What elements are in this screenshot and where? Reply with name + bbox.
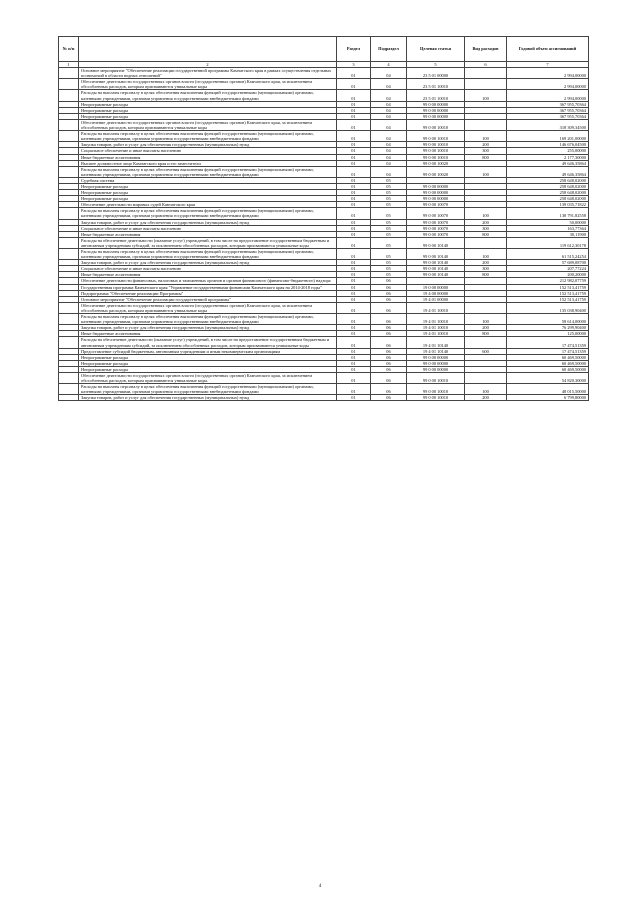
annual-amount: 2 994,00000: [507, 90, 589, 101]
table-row: [59, 90, 589, 101]
razdel-code: 01: [337, 202, 371, 208]
target-article-code: 99 0 00 10070: [407, 219, 465, 225]
expense-type-code: 100: [465, 249, 507, 260]
razdel-code: 01: [337, 183, 371, 189]
table-row: [59, 384, 589, 395]
column-number: 6: [465, 62, 507, 68]
annual-amount: 17 474,51359: [507, 337, 589, 348]
podrazdel-code: 05: [371, 208, 407, 219]
razdel-code: 01: [337, 325, 371, 331]
podrazdel-code: 06: [371, 366, 407, 372]
expense-name: Расходы на выплаты персоналу в целях обеспечения выполнения функций государственными (муниципальными) органами, казенными учреждениями, органами управления государственными внебюджетными фондами: [79, 208, 337, 219]
podrazdel-code: 04: [371, 90, 407, 101]
row-number: [59, 166, 79, 177]
expense-name: Непрограммные расходы: [79, 354, 337, 360]
target-article-code: 99 0 00 10140: [407, 260, 465, 266]
target-article-code: 99 0 00 00000: [407, 354, 465, 360]
expense-type-code: 100: [465, 208, 507, 219]
expense-name: Расходы на выплаты персоналу в целях обеспечения выполнения функций государственными (муниципальными) органами, казенными учреждениями, органами управления государственными внебюджетными фондами: [79, 131, 337, 142]
expense-name: Высшее должностное лицо Камчатского края и его заместители: [79, 160, 337, 166]
expense-name: Непрограммные расходы: [79, 183, 337, 189]
annual-amount: 76 299,90400: [507, 325, 589, 331]
target-article-code: 19 4 01 10140: [407, 348, 465, 354]
podrazdel-code: 06: [371, 296, 407, 302]
expense-type-code: 200: [465, 142, 507, 148]
annual-amount: 50,00000: [507, 219, 589, 225]
annual-amount: 2 994,00000: [507, 79, 589, 90]
annual-amount: 119 612,30178: [507, 237, 589, 248]
podrazdel-code: 06: [371, 284, 407, 290]
podrazdel-code: 05: [371, 260, 407, 266]
target-article-code: 19 4 01 10010: [407, 331, 465, 337]
column-number: 3: [337, 62, 371, 68]
table-header-row: [59, 37, 589, 62]
expense-name: Обеспечение деятельности мировых судей Камчатского края: [79, 202, 337, 208]
razdel-code: 01: [337, 90, 371, 101]
razdel-code: 01: [337, 107, 371, 113]
expense-name: Закупка товаров, работ и услуг для обеспечения государственных (муниципальных) нужд: [79, 219, 337, 225]
razdel-code: 01: [337, 190, 371, 196]
annual-amount: 30,11900: [507, 231, 589, 237]
podrazdel-code: 06: [371, 290, 407, 296]
annual-amount: 58 614,00000: [507, 314, 589, 325]
expense-name: Расходы на обеспечение деятельности (оказание услуг) учреждений, в том числе на предоставление государственным бюджетным и автономным учреждениям субсидий, за исключением обособленных расходов, которым присваиваются уникальные коды: [79, 337, 337, 348]
expense-type-code: [465, 79, 507, 90]
target-article-code: 19 4 01 10010: [407, 302, 465, 313]
target-article-code: 99 0 00 10140: [407, 237, 465, 248]
razdel-code: 01: [337, 196, 371, 202]
razdel-code: 01: [337, 284, 371, 290]
annual-amount: 48 015,50000: [507, 384, 589, 395]
table-row: [59, 79, 589, 90]
expense-name: Подпрограмма "Обеспечение реализации Программы": [79, 290, 337, 296]
target-article-code: 19 4 01 10140: [407, 337, 465, 348]
annual-amount: 17 474,51359: [507, 348, 589, 354]
budget-table: [58, 36, 589, 401]
target-article-code: 99 0 00 10010: [407, 372, 465, 383]
expense-type-code: 600: [465, 348, 507, 354]
expense-type-code: 100: [465, 131, 507, 142]
annual-amount: 207,77224: [507, 266, 589, 272]
expense-name: Расходы на обеспечение деятельности (оказание услуг) учреждений, в том числе на предоставление государственным бюджетным и автономным учреждениям субсидий, за исключением обособленных расходов, которым присваиваются уникальные коды: [79, 237, 337, 248]
expense-name: Закупка товаров, работ и услуг для обеспечения государственных (муниципальных) нужд: [79, 325, 337, 331]
podrazdel-code: 06: [371, 331, 407, 337]
target-article-code: 99 0 00 10020: [407, 160, 465, 166]
expense-name: Непрограммные расходы: [79, 101, 337, 107]
row-number: [59, 395, 79, 401]
target-article-code: 99 0 00 10140: [407, 249, 465, 260]
row-number: [59, 68, 79, 79]
annual-amount: 367 955,70364: [507, 101, 589, 107]
razdel-code: 01: [337, 278, 371, 284]
annual-amount: 2 177,30000: [507, 154, 589, 160]
podrazdel-code: 05: [371, 219, 407, 225]
razdel-code: 01: [337, 148, 371, 154]
razdel-code: 01: [337, 160, 371, 166]
podrazdel-code: 06: [371, 395, 407, 401]
table-row: [59, 337, 589, 348]
expense-name: Предоставление субсидий бюджетным, автономным учреждениям и иным некоммерческим организациям: [79, 348, 337, 354]
expense-type-code: 100: [465, 384, 507, 395]
expense-name: Судебная система: [79, 177, 337, 183]
razdel-code: 01: [337, 119, 371, 130]
target-article-code: 99 0 00 10010: [407, 395, 465, 401]
header-name: [79, 37, 337, 62]
razdel-code: 01: [337, 68, 371, 79]
razdel-code: 01: [337, 237, 371, 248]
header-csr: Целевая статья: [407, 37, 465, 62]
annual-amount: 258 648,02000: [507, 190, 589, 196]
expense-type-code: 800: [465, 331, 507, 337]
razdel-code: 01: [337, 272, 371, 278]
target-article-code: 99 0 00 00000: [407, 190, 465, 196]
row-number: [59, 249, 79, 260]
razdel-code: 01: [337, 372, 371, 383]
expense-name: Непрограммные расходы: [79, 196, 337, 202]
razdel-code: 01: [337, 331, 371, 337]
row-number: [59, 372, 79, 383]
expense-name: Обеспечение деятельности государственных органов власти (государственных органов) Камчатского края, за исключением обособленных расходов, которым присваиваются уникальные коды.: [79, 372, 337, 383]
target-article-code: 19 4 01 10010: [407, 314, 465, 325]
expense-name: Расходы на выплаты персоналу в целях обеспечения выполнения функций государственными (муниципальными) органами, казенными учреждениями, органами управления государственными внебюджетными фондами: [79, 314, 337, 325]
razdel-code: 01: [337, 231, 371, 237]
target-article-code: 23 5 01 10010: [407, 90, 465, 101]
razdel-code: 01: [337, 219, 371, 225]
podrazdel-code: 06: [371, 360, 407, 366]
razdel-code: 01: [337, 166, 371, 177]
target-article-code: 99 0 00 00000: [407, 113, 465, 119]
annual-amount: 163,77364: [507, 225, 589, 231]
target-article-code: 99 0 00 00000: [407, 360, 465, 366]
expense-name: Обеспечение деятельности государственных органов власти (государственных органов) Камчатского края, за исключением обособленных расходов, которым присваиваются уникальные коды: [79, 302, 337, 313]
expense-name: Расходы на выплаты персоналу в целях обеспечения выполнения функций государственными (муниципальными) органами, казенными учреждениями, органами управления государственными внебюджетными фондами: [79, 249, 337, 260]
annual-amount: 146 676,04500: [507, 142, 589, 148]
annual-amount: 60 469,50000: [507, 366, 589, 372]
annual-amount: 2 994,00000: [507, 68, 589, 79]
expense-type-code: [465, 302, 507, 313]
target-article-code: 99 0 00 10070: [407, 231, 465, 237]
target-article-code: 99 0 00 10070: [407, 202, 465, 208]
annual-amount: 54 820,30000: [507, 372, 589, 383]
podrazdel-code: 06: [371, 278, 407, 284]
razdel-code: 01: [337, 348, 371, 354]
column-number: 2: [79, 62, 337, 68]
podrazdel-code: 05: [371, 183, 407, 189]
annual-amount: 258 648,02000: [507, 177, 589, 183]
annual-amount: 152 513,41759: [507, 284, 589, 290]
podrazdel-code: 05: [371, 202, 407, 208]
target-article-code: 19 4 01 00000: [407, 296, 465, 302]
expense-type-code: 800: [465, 154, 507, 160]
expense-name: Основное мероприятие "Обеспечение реализации государственной программы": [79, 296, 337, 302]
podrazdel-code: 04: [371, 148, 407, 154]
expense-name: Иные бюджетные ассигнования: [79, 272, 337, 278]
razdel-code: 01: [337, 260, 371, 266]
expense-name: Непрограммные расходы: [79, 113, 337, 119]
annual-amount: 200,20000: [507, 272, 589, 278]
podrazdel-code: 04: [371, 113, 407, 119]
razdel-code: 01: [337, 337, 371, 348]
target-article-code: 99 0 00 00000: [407, 196, 465, 202]
budget-sheet: [58, 36, 588, 401]
podrazdel-code: 05: [371, 249, 407, 260]
annual-amount: 135 038,90400: [507, 302, 589, 313]
expense-name: Расходы на выплаты персоналу в целях обеспечения выполнения функций государственными (муниципальными) органами, казенными учреждениями, органами управления государственными внебюджетными фондами: [79, 90, 337, 101]
expense-type-code: 100: [465, 166, 507, 177]
target-article-code: 99 0 00 00000: [407, 366, 465, 372]
target-article-code: 99 0 00 10010: [407, 154, 465, 160]
target-article-code: 19 4 01 10010: [407, 325, 465, 331]
expense-type-code: [465, 337, 507, 348]
table-row: [59, 166, 589, 177]
target-article-code: 19 0 00 00000: [407, 284, 465, 290]
annual-amount: 57 689,08700: [507, 260, 589, 266]
podrazdel-code: 05: [371, 266, 407, 272]
annual-amount: 367 955,70364: [507, 107, 589, 113]
header-num: № п/п: [59, 37, 79, 62]
row-number: [59, 208, 79, 219]
target-article-code: 99 0 00 10010: [407, 148, 465, 154]
table-row: [59, 249, 589, 260]
expense-type-code: [465, 68, 507, 79]
row-number: [59, 90, 79, 101]
expense-name: Расходы на выплаты персоналу в целях обеспечения выполнения функций государственными (муниципальными) органами, казенными учреждениями, органами управления государственными внебюджетными фондами: [79, 166, 337, 177]
row-number: [59, 302, 79, 313]
expense-type-code: 200: [465, 395, 507, 401]
razdel-code: 01: [337, 290, 371, 296]
podrazdel-code: 04: [371, 101, 407, 107]
razdel-code: 01: [337, 395, 371, 401]
column-number: 1: [59, 62, 79, 68]
table-row: [59, 208, 589, 219]
page-number: 4: [318, 884, 322, 889]
expense-type-code: 800: [465, 231, 507, 237]
expense-type-code: 200: [465, 325, 507, 331]
target-article-code: 19 4 00 00000: [407, 290, 465, 296]
podrazdel-code: 04: [371, 154, 407, 160]
table-row: [59, 68, 589, 79]
expense-name: Закупка товаров, работ и услуг для обеспечения государственных (муниципальных) нужд: [79, 142, 337, 148]
podrazdel-code: 04: [371, 160, 407, 166]
expense-type-code: [465, 372, 507, 383]
expense-name: Непрограммные расходы: [79, 190, 337, 196]
podrazdel-code: 05: [371, 177, 407, 183]
target-article-code: 99 0 00 00000: [407, 183, 465, 189]
expense-name: Обеспечение деятельности государственных органов власти (государственных органов) Камчатского края, за исключением обособленных расходов, которым присваиваются уникальные коды: [79, 79, 337, 90]
podrazdel-code: 06: [371, 348, 407, 354]
razdel-code: 01: [337, 113, 371, 119]
annual-amount: 258 648,02000: [507, 196, 589, 202]
expense-name: Непрограммные расходы: [79, 360, 337, 366]
razdel-code: 01: [337, 296, 371, 302]
expense-name: Иные бюджетные ассигнования: [79, 231, 337, 237]
podrazdel-code: 04: [371, 131, 407, 142]
podrazdel-code: 04: [371, 166, 407, 177]
razdel-code: 01: [337, 131, 371, 142]
expense-name: Непрограммные расходы: [79, 366, 337, 372]
annual-amount: 169 201,00000: [507, 131, 589, 142]
annual-amount: 318 309,34500: [507, 119, 589, 130]
podrazdel-code: 06: [371, 337, 407, 348]
row-number: [59, 131, 79, 142]
row-number: [59, 337, 79, 348]
target-article-code: 99 0 00 10070: [407, 208, 465, 219]
table-row: [59, 395, 589, 401]
expense-name: Закупка товаров, работ и услуг для обеспечения государственных (муниципальных) нужд: [79, 260, 337, 266]
annual-amount: 367 955,70364: [507, 113, 589, 119]
razdel-code: 01: [337, 101, 371, 107]
target-article-code: 99 0 00 10010: [407, 119, 465, 130]
razdel-code: 01: [337, 249, 371, 260]
podrazdel-code: 06: [371, 325, 407, 331]
expense-name: Обеспечение деятельности государственных органов власти (государственных органов) Камчатского края, за исключением обособленных расходов, которым присваиваются уникальные коды: [79, 119, 337, 130]
annual-amount: 152 513,41759: [507, 296, 589, 302]
podrazdel-code: 04: [371, 107, 407, 113]
razdel-code: 01: [337, 79, 371, 90]
expense-name: Расходы на выплаты персоналу в целях обеспечения выполнения функций государственными (муниципальными) органами, казенными учреждениями, органами управления государственными внебюджетными фондами: [79, 384, 337, 395]
target-article-code: 99 0 00 10010: [407, 142, 465, 148]
row-number: [59, 79, 79, 90]
razdel-code: 01: [337, 142, 371, 148]
annual-amount: 139 035,71822: [507, 202, 589, 208]
razdel-code: 01: [337, 354, 371, 360]
podrazdel-code: 05: [371, 190, 407, 196]
annual-amount: 255,00000: [507, 148, 589, 154]
target-article-code: 99 0 00 10140: [407, 266, 465, 272]
razdel-code: 01: [337, 360, 371, 366]
expense-name: Непрограммные расходы: [79, 107, 337, 113]
expense-type-code: 100: [465, 314, 507, 325]
annual-amount: 6 799,80000: [507, 395, 589, 401]
target-article-code: 23 5 01 10010: [407, 79, 465, 90]
razdel-code: 01: [337, 384, 371, 395]
target-article-code: 99 0 00 10010: [407, 131, 465, 142]
expense-type-code: [465, 237, 507, 248]
expense-type-code: 100: [465, 90, 507, 101]
podrazdel-code: 04: [371, 68, 407, 79]
expense-type-code: 200: [465, 219, 507, 225]
table-row: [59, 131, 589, 142]
podrazdel-code: 06: [371, 302, 407, 313]
expense-name: Социальное обеспечение и иные выплаты населению: [79, 148, 337, 154]
expense-type-code: 300: [465, 148, 507, 154]
target-article-code: 99 0 00 10070: [407, 225, 465, 231]
table-row: [59, 314, 589, 325]
table-body: [59, 68, 589, 401]
target-article-code: 99 0 00 10020: [407, 166, 465, 177]
expense-name: Социальное обеспечение и иные выплаты населению: [79, 266, 337, 272]
table-row: [59, 119, 589, 130]
annual-amount: 125,00000: [507, 331, 589, 337]
podrazdel-code: 06: [371, 314, 407, 325]
expense-name: Иные бюджетные ассигнования: [79, 154, 337, 160]
header-podrazdel: Подраздел: [371, 37, 407, 62]
header-vr: Вид расходов: [465, 37, 507, 62]
row-number: [59, 384, 79, 395]
podrazdel-code: 05: [371, 237, 407, 248]
podrazdel-code: 06: [371, 384, 407, 395]
razdel-code: 01: [337, 366, 371, 372]
target-article-code: 99 0 00 00000: [407, 101, 465, 107]
expense-name: Основное мероприятие "Обеспечение реализации государственной программы Камчатского края в рамках осуществления отдельных полномочий в области водных отношений": [79, 68, 337, 79]
column-number: 5: [407, 62, 465, 68]
podrazdel-code: 04: [371, 119, 407, 130]
razdel-code: 01: [337, 314, 371, 325]
expense-type-code: 300: [465, 266, 507, 272]
expense-type-code: 300: [465, 225, 507, 231]
expense-type-code: 200: [465, 260, 507, 266]
annual-amount: 60 469,50000: [507, 354, 589, 360]
expense-name: Государственная программа Камчатского края "Управление государственными финансами Камчатского края на 2014-2018 годы": [79, 284, 337, 290]
target-article-code: 99 0 00 10010: [407, 384, 465, 395]
annual-amount: 258 648,02000: [507, 183, 589, 189]
expense-type-code: [465, 119, 507, 130]
podrazdel-code: 05: [371, 225, 407, 231]
header-razdel: Раздел: [337, 37, 371, 62]
target-article-code: 99 0 00 00000: [407, 107, 465, 113]
expense-name: Иные бюджетные ассигнования: [79, 331, 337, 337]
expense-type-code: 800: [465, 272, 507, 278]
annual-amount: 212 982,07759: [507, 278, 589, 284]
podrazdel-code: 06: [371, 354, 407, 360]
expense-name: Обеспечение деятельности финансовых, налоговых и таможенных органов и органов финансового (финансово-бюджетного) надзора: [79, 278, 337, 284]
razdel-code: 01: [337, 266, 371, 272]
column-number: 7: [507, 62, 589, 68]
podrazdel-code: 04: [371, 79, 407, 90]
annual-amount: 60 469,50000: [507, 360, 589, 366]
target-article-code: 23 5 01 00000: [407, 68, 465, 79]
target-article-code: 99 0 00 10140: [407, 272, 465, 278]
expense-name: Закупка товаров, работ и услуг для обеспечения государственных (муниципальных) нужд: [79, 395, 337, 401]
table-row: [59, 237, 589, 248]
podrazdel-code: 04: [371, 142, 407, 148]
podrazdel-code: 05: [371, 231, 407, 237]
annual-amount: 49 646,35864: [507, 166, 589, 177]
podrazdel-code: 05: [371, 196, 407, 202]
podrazdel-code: 05: [371, 272, 407, 278]
razdel-code: 01: [337, 208, 371, 219]
razdel-code: 01: [337, 302, 371, 313]
razdel-code: 01: [337, 177, 371, 183]
expense-name: Социальное обеспечение и иные выплаты населению: [79, 225, 337, 231]
table-row: [59, 372, 589, 383]
annual-amount: 61 515,24254: [507, 249, 589, 260]
column-number: 4: [371, 62, 407, 68]
table-row: [59, 302, 589, 313]
row-number: [59, 314, 79, 325]
razdel-code: 01: [337, 154, 371, 160]
annual-amount: 138 791,82558: [507, 208, 589, 219]
razdel-code: 01: [337, 225, 371, 231]
header-amount: Годовой объем ассигнований: [507, 37, 589, 62]
annual-amount: 49 646,35864: [507, 160, 589, 166]
row-number: [59, 119, 79, 130]
podrazdel-code: 06: [371, 372, 407, 383]
annual-amount: 152 513,41759: [507, 290, 589, 296]
row-number: [59, 237, 79, 248]
